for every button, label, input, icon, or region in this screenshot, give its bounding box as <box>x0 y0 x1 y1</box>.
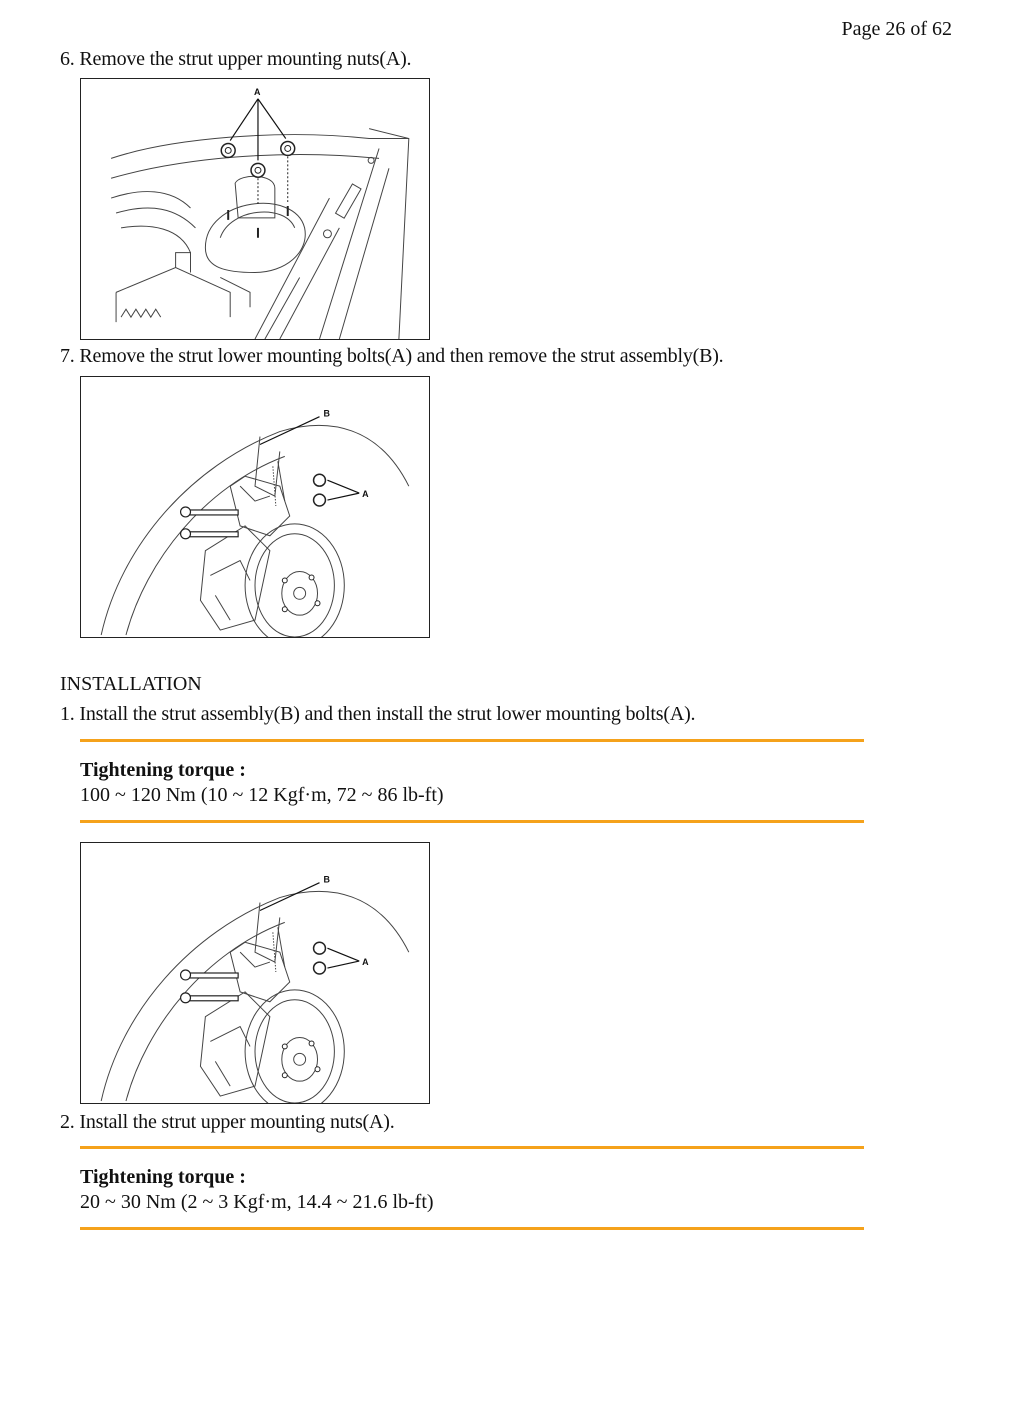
nut-icon <box>314 494 326 506</box>
bolt-icon <box>181 993 239 1003</box>
nut-icon <box>314 942 326 954</box>
torque-value: 100 ~ 120 Nm (10 ~ 12 Kgf·m, 72 ~ 86 lb-ft) <box>80 784 444 806</box>
lower-bolt-icons <box>181 507 239 539</box>
bolt-icon <box>181 529 239 539</box>
page-number: Page 26 of 62 <box>841 18 952 40</box>
callout-a-label: A <box>362 957 369 968</box>
torque-label: Tightening torque : <box>80 759 246 781</box>
strut-lower-bolts-illustration <box>81 377 429 637</box>
figure-strut-lower-bolts-install <box>80 842 430 1104</box>
torque-value: 20 ~ 30 Nm (2 ~ 3 Kgf·m, 14.4 ~ 21.6 lb-ft) <box>80 1191 434 1213</box>
divider <box>80 1227 864 1230</box>
nut-icon <box>314 474 326 486</box>
figure-strut-upper-nuts <box>80 78 430 340</box>
installation-heading: INSTALLATION <box>60 673 202 695</box>
torque-spec-box-2 <box>80 1146 864 1232</box>
callout-b-label: B <box>323 408 330 419</box>
strut-lower-bolts-install-illustration <box>81 843 429 1103</box>
nut-icon <box>281 142 295 156</box>
step-7-text: 7. Remove the strut lower mounting bolts(A) and then remove the strut assembly(B). <box>60 345 724 367</box>
step-6-text: 6. Remove the strut upper mounting nuts(A). <box>60 48 412 70</box>
bolt-icon <box>181 970 239 980</box>
strut-upper-nuts-illustration <box>81 79 429 339</box>
lower-nut-icons <box>314 474 326 506</box>
install-step-2-text: 2. Install the strut upper mounting nuts(A). <box>60 1111 395 1133</box>
bolt-icon <box>181 507 239 517</box>
divider <box>80 820 864 823</box>
callout-a-label: A <box>254 86 261 97</box>
torque-label: Tightening torque : <box>80 1166 246 1188</box>
nut-icon <box>221 144 235 158</box>
nut-icon <box>314 962 326 974</box>
divider <box>80 1146 864 1149</box>
divider <box>80 739 864 742</box>
install-step-1-text: 1. Install the strut assembly(B) and then install the strut lower mounting bolts(A). <box>60 703 696 725</box>
torque-spec-box-1 <box>80 739 864 825</box>
lower-bolt-icons <box>181 970 239 1003</box>
nut-icon <box>251 163 265 177</box>
lower-nut-icons <box>314 942 326 974</box>
callout-a-label: A <box>362 489 369 500</box>
figure-strut-lower-bolts-removal <box>80 376 430 638</box>
callout-b-label: B <box>323 874 330 885</box>
